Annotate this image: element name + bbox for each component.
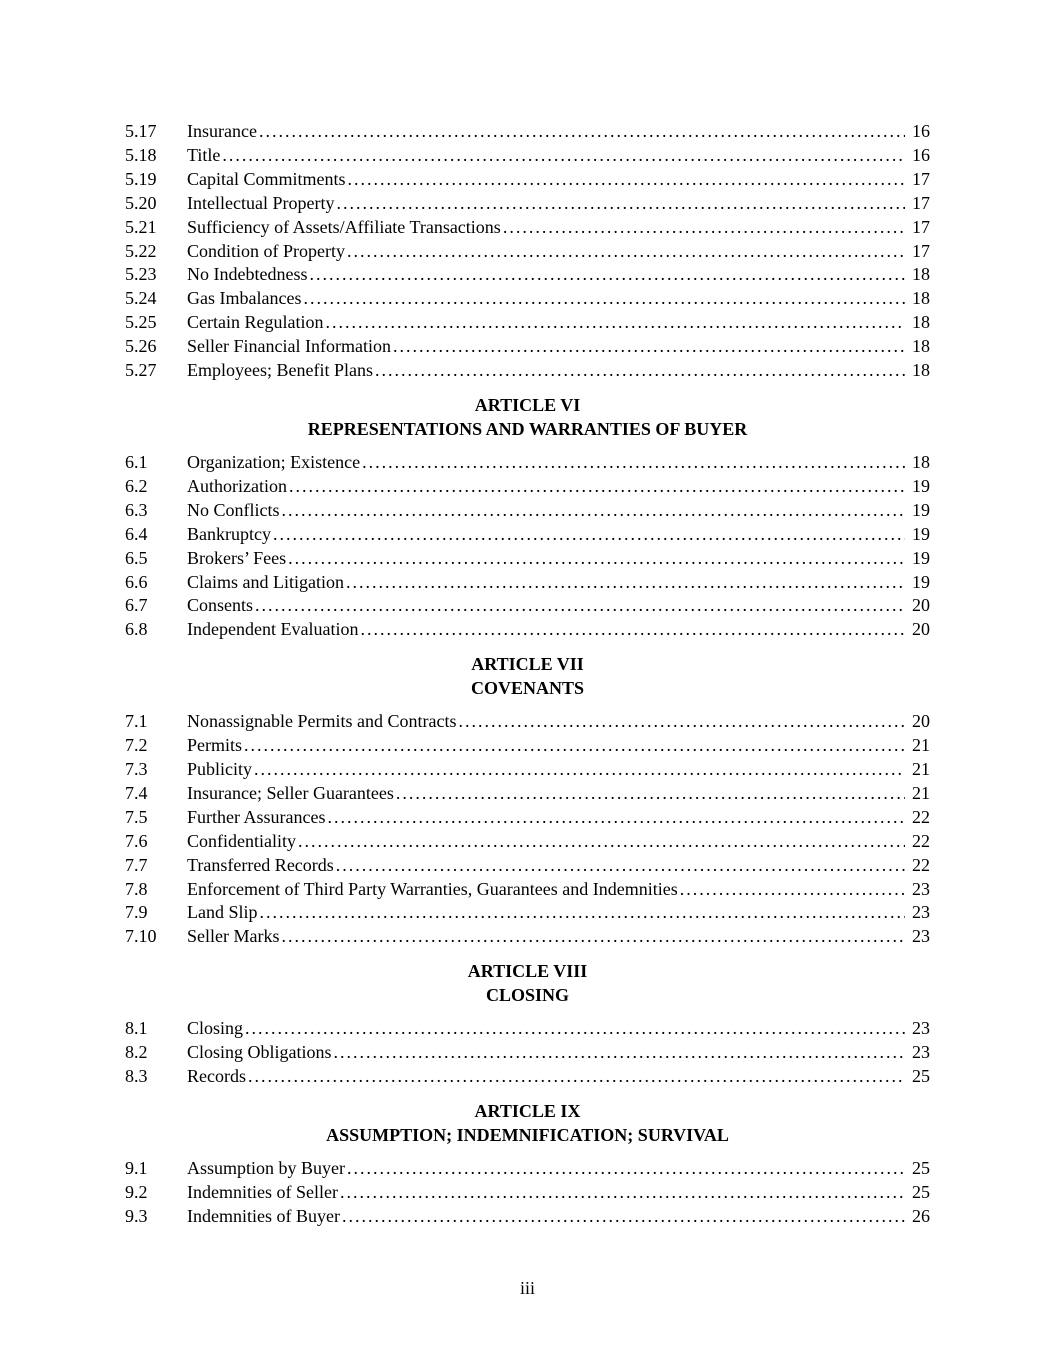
toc-entry-page: 16 bbox=[912, 121, 930, 141]
toc-entry-number: 9.2 bbox=[125, 1181, 148, 1202]
toc-entry-number: 7.6 bbox=[125, 830, 148, 851]
toc-entry-page: 20 bbox=[912, 711, 930, 732]
toc-dot-leader bbox=[244, 734, 905, 758]
toc-entry-page: 22 bbox=[912, 806, 930, 827]
toc-entry-number: 5.24 bbox=[125, 288, 157, 309]
toc-entry bbox=[125, 782, 930, 806]
toc-entry bbox=[125, 830, 930, 854]
toc-entry-title: Consents bbox=[187, 595, 254, 616]
toc-dot-leader bbox=[255, 594, 905, 618]
toc-entry bbox=[125, 523, 930, 547]
toc-dot-leader bbox=[396, 782, 905, 806]
toc-entry bbox=[125, 878, 930, 902]
toc-entry-title: Organization; Existence bbox=[187, 451, 361, 472]
toc-entry-number: 5.20 bbox=[125, 192, 157, 213]
toc-dot-leader bbox=[336, 854, 905, 878]
toc-entry-page: 21 bbox=[912, 735, 930, 756]
toc-entry-title: Publicity bbox=[187, 759, 253, 780]
toc-entry-title: Confidentiality bbox=[187, 830, 296, 851]
toc-entry bbox=[125, 263, 930, 287]
toc-entry-page: 25 bbox=[912, 1066, 930, 1087]
toc-entry-page: 18 bbox=[912, 264, 930, 285]
toc-entry-title: Intellectual Property bbox=[187, 192, 335, 213]
toc-dot-leader bbox=[248, 1065, 905, 1089]
toc-entry-number: 5.18 bbox=[125, 144, 157, 165]
toc-entry-title: Title bbox=[187, 144, 221, 165]
toc-dot-leader bbox=[336, 192, 905, 216]
toc-entry-title: Records bbox=[187, 1066, 246, 1087]
toc-entry-title: Land Slip bbox=[187, 902, 258, 923]
toc-entry-page: 18 bbox=[912, 360, 930, 381]
toc-entry-number: 9.1 bbox=[125, 1158, 148, 1178]
toc-dot-leader bbox=[360, 618, 905, 642]
toc-entry-title: Assumption by Buyer bbox=[187, 1158, 346, 1178]
toc-entry-page: 23 bbox=[912, 926, 930, 947]
toc-dot-leader bbox=[254, 758, 905, 782]
article-heading bbox=[125, 652, 930, 700]
toc-dot-leader bbox=[348, 168, 906, 192]
toc-entry-number: 7.10 bbox=[125, 926, 157, 947]
toc-entry-title: Insurance; Seller Guarantees bbox=[187, 782, 394, 803]
toc-entry bbox=[125, 710, 930, 734]
toc-dot-leader bbox=[680, 878, 905, 902]
toc-entry-title: Permits bbox=[187, 735, 243, 756]
toc-entry bbox=[125, 475, 930, 499]
toc-entry-number: 7.8 bbox=[125, 878, 148, 899]
toc-entry-page: 23 bbox=[912, 1042, 930, 1063]
toc-entry-number: 6.6 bbox=[125, 571, 148, 592]
toc-dot-leader bbox=[340, 1181, 905, 1205]
article-heading-line: ASSUMPTION; INDEMNIFICATION; SURVIVAL bbox=[326, 1125, 729, 1145]
toc-entry-title: Enforcement of Third Party Warranties, Guarantees and Indemnities bbox=[187, 878, 678, 899]
toc-entry-title: Sufficiency of Assets/Affiliate Transactions bbox=[187, 216, 501, 237]
toc-dot-leader bbox=[273, 523, 905, 547]
toc-entry bbox=[125, 168, 930, 192]
toc-entry bbox=[125, 1205, 930, 1229]
toc-entry-number: 5.17 bbox=[125, 121, 157, 141]
toc-entry-number: 5.21 bbox=[125, 216, 157, 237]
toc-entry-title: No Indebtedness bbox=[187, 264, 308, 285]
toc-entry bbox=[125, 311, 930, 335]
toc-entry-number: 6.8 bbox=[125, 619, 148, 640]
toc-entry-title: Indemnities of Seller bbox=[187, 1181, 338, 1202]
toc-entry-page: 18 bbox=[912, 312, 930, 333]
article-heading-line: COVENANTS bbox=[470, 678, 585, 699]
toc-entry-page: 20 bbox=[912, 595, 930, 616]
toc-entry bbox=[125, 499, 930, 523]
toc-entry-page: 23 bbox=[912, 902, 930, 923]
toc-group bbox=[125, 120, 930, 383]
toc-entry-number: 6.1 bbox=[125, 451, 148, 472]
toc-group bbox=[125, 1017, 930, 1089]
toc-entry-page: 21 bbox=[912, 782, 930, 803]
toc-entry-page: 17 bbox=[912, 240, 930, 261]
toc-dot-leader bbox=[347, 1157, 905, 1181]
toc-entry-number: 5.25 bbox=[125, 312, 157, 333]
toc-entry-page: 19 bbox=[912, 475, 930, 496]
toc-entry-page: 18 bbox=[912, 288, 930, 309]
toc-entry-title: Brokers’ Fees bbox=[187, 547, 287, 568]
toc-entry bbox=[125, 1181, 930, 1205]
toc-entry-title: Seller Financial Information bbox=[187, 336, 391, 357]
toc-entry bbox=[125, 1017, 930, 1041]
toc-entry-title: Certain Regulation bbox=[187, 312, 324, 333]
toc-entry bbox=[125, 901, 930, 925]
toc-dot-leader bbox=[289, 475, 905, 499]
toc-entry-number: 7.9 bbox=[125, 902, 148, 923]
toc-entry-title: Further Assurances bbox=[187, 806, 326, 827]
article-heading-line: ARTICLE VIII bbox=[467, 961, 588, 982]
toc-dot-leader bbox=[334, 1041, 905, 1065]
toc-entry-page: 20 bbox=[912, 619, 930, 640]
toc-entry-title: Independent Evaluation bbox=[187, 619, 359, 640]
toc-entry-number: 9.3 bbox=[125, 1205, 148, 1226]
toc-entry-page: 19 bbox=[912, 499, 930, 520]
toc-entry-title: Authorization bbox=[187, 475, 287, 496]
toc-entry-number: 5.26 bbox=[125, 336, 157, 357]
toc-dot-leader bbox=[222, 144, 905, 168]
toc-entry-page: 19 bbox=[912, 571, 930, 592]
toc-entry-number: 7.7 bbox=[125, 854, 148, 875]
toc-entry bbox=[125, 216, 930, 240]
article-heading bbox=[125, 1099, 930, 1147]
toc-entry bbox=[125, 240, 930, 264]
toc-entry bbox=[125, 287, 930, 311]
article-heading-line: REPRESENTATIONS AND WARRANTIES OF BUYER bbox=[307, 418, 748, 439]
toc-dot-leader bbox=[281, 925, 905, 949]
article-heading bbox=[125, 959, 930, 1007]
toc-dot-leader bbox=[375, 359, 905, 383]
toc-entry-page: 18 bbox=[912, 451, 930, 472]
toc-entry-number: 7.1 bbox=[125, 711, 148, 732]
toc-dot-leader bbox=[245, 1017, 905, 1041]
toc-dot-leader bbox=[342, 1205, 905, 1229]
toc-entry-number: 5.23 bbox=[125, 264, 157, 285]
toc-dot-leader bbox=[327, 806, 905, 830]
toc-group bbox=[125, 1157, 930, 1229]
toc-entry bbox=[125, 1065, 930, 1089]
toc bbox=[125, 120, 930, 1229]
toc-dot-leader bbox=[260, 901, 906, 925]
toc-entry-page: 18 bbox=[912, 336, 930, 357]
toc-entry-number: 7.5 bbox=[125, 806, 148, 827]
toc-entry-number: 8.2 bbox=[125, 1042, 148, 1063]
toc-entry-number: 6.3 bbox=[125, 499, 148, 520]
toc-entry bbox=[125, 806, 930, 830]
toc-entry-title: Closing Obligations bbox=[187, 1042, 332, 1063]
toc-dot-leader bbox=[503, 216, 905, 240]
toc-entry bbox=[125, 594, 930, 618]
page-number-footer: iii bbox=[519, 1278, 535, 1298]
toc-entry bbox=[125, 547, 930, 571]
toc-entry bbox=[125, 925, 930, 949]
toc-entry-title: No Conflicts bbox=[187, 499, 280, 520]
toc-entry-title: Nonassignable Permits and Contracts bbox=[187, 711, 457, 732]
toc-entry-number: 5.27 bbox=[125, 360, 157, 381]
toc-dot-leader bbox=[288, 547, 905, 571]
toc-entry bbox=[125, 571, 930, 595]
toc-entry-page: 23 bbox=[912, 878, 930, 899]
toc-entry-number: 8.1 bbox=[125, 1018, 148, 1039]
toc-group bbox=[125, 710, 930, 949]
toc-entry-title: Claims and Litigation bbox=[187, 571, 344, 592]
toc-entry-page: 23 bbox=[912, 1018, 930, 1039]
toc-entry bbox=[125, 758, 930, 782]
toc-entry-number: 7.2 bbox=[125, 735, 148, 756]
toc-dot-leader bbox=[309, 263, 905, 287]
toc-entry-title: Seller Marks bbox=[187, 926, 280, 947]
article-heading-line: ARTICLE IX bbox=[474, 1101, 581, 1121]
toc-entry bbox=[125, 335, 930, 359]
toc-entry-title: Bankruptcy bbox=[187, 523, 271, 544]
toc-entry-number: 6.5 bbox=[125, 547, 148, 568]
toc-entry bbox=[125, 451, 930, 475]
toc-entry-page: 19 bbox=[912, 523, 930, 544]
toc-entry-page: 22 bbox=[912, 854, 930, 875]
toc-entry bbox=[125, 1157, 930, 1181]
toc-entry-title: Insurance bbox=[187, 121, 257, 141]
article-heading bbox=[125, 393, 930, 441]
toc-entry-number: 5.22 bbox=[125, 240, 157, 261]
toc-entry-title: Condition of Property bbox=[187, 240, 345, 261]
toc-dot-leader bbox=[393, 335, 905, 359]
toc-entry-page: 25 bbox=[912, 1181, 930, 1202]
toc-dot-leader bbox=[458, 710, 905, 734]
toc-entry-number: 8.3 bbox=[125, 1066, 148, 1087]
toc-entry-title: Transferred Records bbox=[187, 854, 334, 875]
toc-entry-title: Indemnities of Buyer bbox=[187, 1205, 340, 1226]
toc-entry-title: Capital Commitments bbox=[187, 168, 346, 189]
toc-entry-title: Employees; Benefit Plans bbox=[187, 360, 373, 381]
toc-entry-page: 21 bbox=[912, 759, 930, 780]
toc-entry-number: 6.7 bbox=[125, 595, 148, 616]
toc-entry bbox=[125, 359, 930, 383]
toc-dot-leader bbox=[259, 120, 905, 144]
toc-entry bbox=[125, 734, 930, 758]
toc-entry-number: 5.19 bbox=[125, 168, 157, 189]
toc-entry bbox=[125, 192, 930, 216]
toc-dot-leader bbox=[298, 830, 905, 854]
toc-entry-page: 17 bbox=[912, 216, 930, 237]
toc-group bbox=[125, 451, 930, 642]
toc-entry-page: 19 bbox=[912, 547, 930, 568]
article-heading-line: ARTICLE VII bbox=[471, 654, 584, 675]
toc-entry-number: 7.4 bbox=[125, 782, 148, 803]
article-heading-line: CLOSING bbox=[485, 985, 570, 1006]
toc-dot-leader bbox=[325, 311, 905, 335]
toc-dot-leader bbox=[362, 451, 905, 475]
toc-dot-leader bbox=[282, 499, 906, 523]
toc-entry-title: Closing bbox=[187, 1018, 244, 1039]
toc-entry-number: 6.2 bbox=[125, 475, 148, 496]
toc-entry-title: Gas Imbalances bbox=[187, 288, 302, 309]
toc-entry-page: 17 bbox=[912, 192, 930, 213]
toc-entry bbox=[125, 1041, 930, 1065]
toc-entry-number: 7.3 bbox=[125, 759, 148, 780]
toc-entry-page: 25 bbox=[912, 1158, 930, 1178]
toc-dot-leader bbox=[346, 571, 905, 595]
article-heading-line: ARTICLE VI bbox=[474, 394, 581, 415]
toc-entry-page: 16 bbox=[912, 144, 930, 165]
toc-entry-page: 26 bbox=[912, 1205, 930, 1226]
toc-entry bbox=[125, 120, 930, 144]
toc-entry bbox=[125, 618, 930, 642]
toc-entry bbox=[125, 144, 930, 168]
toc-entry-page: 22 bbox=[912, 830, 930, 851]
toc-entry bbox=[125, 854, 930, 878]
toc-entry-number: 6.4 bbox=[125, 523, 148, 544]
toc-entry-page: 17 bbox=[912, 168, 930, 189]
toc-dot-leader bbox=[303, 287, 905, 311]
toc-dot-leader bbox=[347, 240, 905, 264]
